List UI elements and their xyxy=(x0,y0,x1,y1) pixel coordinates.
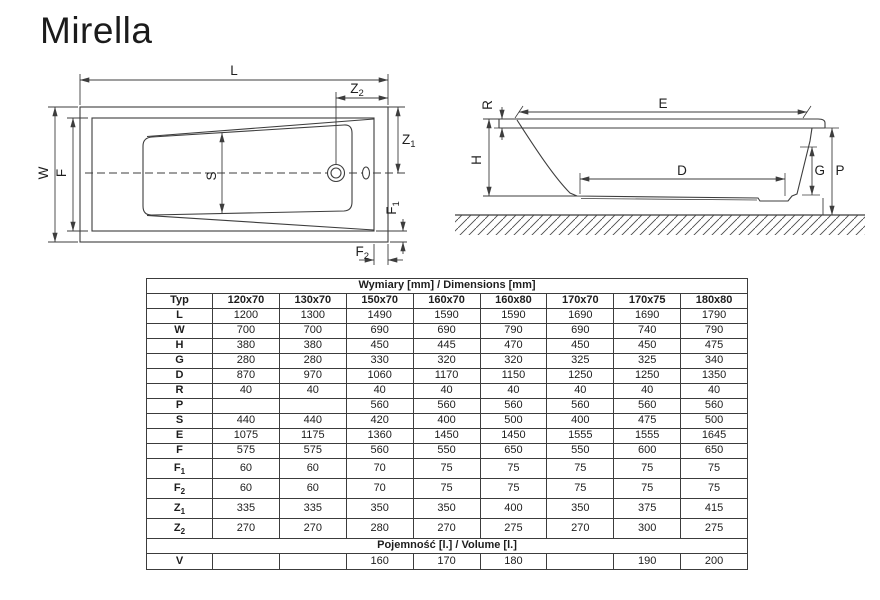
table-cell: 1450 xyxy=(480,429,547,444)
table-cell: 75 xyxy=(614,479,681,499)
table-cell: 560 xyxy=(346,444,413,459)
dimensions-table xyxy=(146,278,748,570)
wall-taper-bottom xyxy=(147,215,374,230)
section-header-cell: Wymiary [mm] / Dimensions [mm] xyxy=(147,279,748,294)
label-base: Z xyxy=(350,81,359,96)
tub-floor xyxy=(143,125,352,215)
table-cell: 560 xyxy=(413,399,480,414)
label-base: F xyxy=(355,244,364,259)
table-row xyxy=(147,429,748,444)
table-cell: 870 xyxy=(213,369,280,384)
table-cell: 75 xyxy=(413,479,480,499)
table-cell: 60 xyxy=(213,479,280,499)
table-cell: 1060 xyxy=(346,369,413,384)
label-base: Z xyxy=(402,132,411,147)
table-row xyxy=(147,459,748,479)
section-header-cell: Pojemność [l.] / Volume [l.] xyxy=(147,539,748,554)
table-header-row xyxy=(147,294,748,309)
table-cell: 60 xyxy=(213,459,280,479)
row-label: D xyxy=(147,369,213,384)
table-cell xyxy=(213,554,280,570)
table-cell: 300 xyxy=(614,519,681,539)
table-cell: 75 xyxy=(480,459,547,479)
table-cell xyxy=(279,554,346,570)
table-cell: 690 xyxy=(346,324,413,339)
dim-label-F1 xyxy=(384,201,402,215)
table-cell: 970 xyxy=(279,369,346,384)
table-cell: 280 xyxy=(346,519,413,539)
row-label: W xyxy=(147,324,213,339)
table-cell: 40 xyxy=(480,384,547,399)
plan-view-container xyxy=(35,58,455,277)
table-cell: 340 xyxy=(681,354,748,369)
table-cell: 475 xyxy=(614,414,681,429)
table-cell: 60 xyxy=(279,459,346,479)
table-cell: 1175 xyxy=(279,429,346,444)
table-cell: 75 xyxy=(547,459,614,479)
row-label: H xyxy=(147,339,213,354)
table-row xyxy=(147,399,748,414)
table-cell: 1690 xyxy=(614,309,681,324)
column-header: 130x70 xyxy=(279,294,346,309)
table-cell: 75 xyxy=(681,459,748,479)
table-cell: 350 xyxy=(346,499,413,519)
table-cell: 40 xyxy=(614,384,681,399)
table-cell: 160 xyxy=(346,554,413,570)
table-cell: 690 xyxy=(413,324,480,339)
table-cell: 500 xyxy=(480,414,547,429)
row-label: V xyxy=(147,554,213,570)
table-cell: 1590 xyxy=(480,309,547,324)
table-cell: 40 xyxy=(681,384,748,399)
table-cell: 1200 xyxy=(213,309,280,324)
dim-label-Z2 xyxy=(350,81,364,99)
table-cell: 40 xyxy=(346,384,413,399)
table-cell xyxy=(213,399,280,414)
table-cell: 190 xyxy=(614,554,681,570)
table-cell: 440 xyxy=(213,414,280,429)
label-sub: 1 xyxy=(391,201,402,207)
row-label: R xyxy=(147,384,213,399)
table-cell: 330 xyxy=(346,354,413,369)
table-cell: 700 xyxy=(213,324,280,339)
table-cell: 575 xyxy=(213,444,280,459)
column-header: 170x75 xyxy=(614,294,681,309)
row-label: L xyxy=(147,309,213,324)
dim-label-W: W xyxy=(36,166,51,180)
plan-view-drawing xyxy=(35,58,455,272)
table-cell: 1555 xyxy=(614,429,681,444)
table-cell: 560 xyxy=(480,399,547,414)
table-section-dimensions xyxy=(147,279,748,294)
type-header: Typ xyxy=(147,294,213,309)
table-cell: 500 xyxy=(681,414,748,429)
table-cell: 70 xyxy=(346,459,413,479)
table-cell: 600 xyxy=(614,444,681,459)
overflow-icon xyxy=(363,167,370,179)
dim-label-L: L xyxy=(230,63,238,78)
table-cell: 400 xyxy=(413,414,480,429)
table-cell xyxy=(279,399,346,414)
table-row xyxy=(147,519,748,539)
column-header: 180x80 xyxy=(681,294,748,309)
table-cell: 60 xyxy=(279,479,346,499)
table-row xyxy=(147,479,748,499)
table-cell: 560 xyxy=(346,399,413,414)
table-cell: 40 xyxy=(547,384,614,399)
column-header: 160x70 xyxy=(413,294,480,309)
column-header: 120x70 xyxy=(213,294,280,309)
label-sub: 2 xyxy=(358,88,364,99)
table-cell: 380 xyxy=(279,339,346,354)
table-cell: 1170 xyxy=(413,369,480,384)
table-cell: 1250 xyxy=(614,369,681,384)
table-cell: 380 xyxy=(213,339,280,354)
table-cell: 400 xyxy=(547,414,614,429)
table-cell: 450 xyxy=(346,339,413,354)
table-cell: 75 xyxy=(614,459,681,479)
table-cell: 325 xyxy=(614,354,681,369)
table-cell: 1150 xyxy=(480,369,547,384)
dim-label-S: S xyxy=(204,171,219,181)
table-cell: 280 xyxy=(213,354,280,369)
table-cell: 400 xyxy=(480,499,547,519)
table-cell: 75 xyxy=(480,479,547,499)
table-row xyxy=(147,384,748,399)
table-row xyxy=(147,339,748,354)
table-row xyxy=(147,324,748,339)
table-row xyxy=(147,309,748,324)
table-cell: 40 xyxy=(413,384,480,399)
table-row xyxy=(147,499,748,519)
table-cell: 1790 xyxy=(681,309,748,324)
table-cell: 1590 xyxy=(413,309,480,324)
table-cell: 700 xyxy=(279,324,346,339)
table-cell: 375 xyxy=(614,499,681,519)
column-header: 150x70 xyxy=(346,294,413,309)
table-cell: 575 xyxy=(279,444,346,459)
page-title: Mirella xyxy=(40,10,153,51)
table-cell: 335 xyxy=(213,499,280,519)
dim-label-G: G xyxy=(814,163,826,178)
table-cell: 475 xyxy=(681,339,748,354)
dim-label-F: F xyxy=(54,168,69,178)
table-cell: 445 xyxy=(413,339,480,354)
side-view-container xyxy=(440,84,880,245)
table-cell: 75 xyxy=(547,479,614,499)
column-header: 170x70 xyxy=(547,294,614,309)
table-row xyxy=(147,369,748,384)
table-cell: 690 xyxy=(547,324,614,339)
table-cell: 270 xyxy=(213,519,280,539)
table-cell: 320 xyxy=(413,354,480,369)
dim-label-R: R xyxy=(480,100,495,110)
table-cell: 1300 xyxy=(279,309,346,324)
row-label: E xyxy=(147,429,213,444)
dim-label-Z1 xyxy=(402,132,416,150)
table-cell: 650 xyxy=(480,444,547,459)
column-header: 160x80 xyxy=(480,294,547,309)
table-cell: 350 xyxy=(547,499,614,519)
table-cell: 1645 xyxy=(681,429,748,444)
table-cell: 275 xyxy=(480,519,547,539)
table-cell: 560 xyxy=(547,399,614,414)
table-cell: 350 xyxy=(413,499,480,519)
table-cell: 550 xyxy=(547,444,614,459)
table-cell: 450 xyxy=(547,339,614,354)
table-cell: 1360 xyxy=(346,429,413,444)
table-row xyxy=(147,414,748,429)
row-label: F xyxy=(147,444,213,459)
table-cell: 790 xyxy=(480,324,547,339)
table-cell: 170 xyxy=(413,554,480,570)
dim-label-E: E xyxy=(658,96,668,111)
row-label: $Z_1$ xyxy=(147,499,213,519)
row-label: $F_1$ xyxy=(147,459,213,479)
table-cell: 1450 xyxy=(413,429,480,444)
table-cell: 740 xyxy=(614,324,681,339)
table-cell: 440 xyxy=(279,414,346,429)
label-sub: 2 xyxy=(363,251,369,262)
table-cell: 270 xyxy=(413,519,480,539)
table-section-volume xyxy=(147,539,748,554)
table-cell: 450 xyxy=(614,339,681,354)
tub-floor-inner-line xyxy=(581,199,757,201)
table-cell: 75 xyxy=(681,479,748,499)
volume-row xyxy=(147,554,748,570)
table-cell: 470 xyxy=(480,339,547,354)
table-cell: 420 xyxy=(346,414,413,429)
label-base: F xyxy=(384,206,399,215)
table-cell: 40 xyxy=(213,384,280,399)
tub-rim-profile xyxy=(483,119,825,128)
table-cell: 325 xyxy=(547,354,614,369)
table-cell: 790 xyxy=(681,324,748,339)
table-cell: 1075 xyxy=(213,429,280,444)
dimensions-table-container xyxy=(146,278,748,570)
table-cell: 560 xyxy=(681,399,748,414)
dim-label-D: D xyxy=(677,163,687,178)
table-cell: 275 xyxy=(681,519,748,539)
table-cell: 550 xyxy=(413,444,480,459)
table-cell: 320 xyxy=(480,354,547,369)
table-cell: 1490 xyxy=(346,309,413,324)
dim-label-P: P xyxy=(835,163,845,178)
table-cell xyxy=(547,554,614,570)
table-row xyxy=(147,354,748,369)
ground-hatch xyxy=(455,215,865,235)
row-label: $F_2$ xyxy=(147,479,213,499)
row-label: $Z_2$ xyxy=(147,519,213,539)
row-label: G xyxy=(147,354,213,369)
table-cell: 180 xyxy=(480,554,547,570)
wall-taper-top xyxy=(147,119,374,137)
row-label: P xyxy=(147,399,213,414)
table-cell: 200 xyxy=(681,554,748,570)
table-cell: 270 xyxy=(279,519,346,539)
table-cell: 415 xyxy=(681,499,748,519)
table-cell: 270 xyxy=(547,519,614,539)
label-sub: 1 xyxy=(410,139,416,150)
table-cell: 650 xyxy=(681,444,748,459)
dim-label-F2 xyxy=(355,244,369,262)
table-cell: 40 xyxy=(279,384,346,399)
tub-shell-profile xyxy=(517,120,812,201)
table-cell: 560 xyxy=(614,399,681,414)
table-cell: 1350 xyxy=(681,369,748,384)
table-cell: 75 xyxy=(413,459,480,479)
drain-icon-inner xyxy=(331,168,341,178)
row-label: S xyxy=(147,414,213,429)
table-cell: 70 xyxy=(346,479,413,499)
table-cell: 1690 xyxy=(547,309,614,324)
dim-label-H: H xyxy=(469,155,484,165)
table-cell: 335 xyxy=(279,499,346,519)
table-row xyxy=(147,444,748,459)
table-cell: 1555 xyxy=(547,429,614,444)
table-cell: 280 xyxy=(279,354,346,369)
side-view-drawing xyxy=(440,84,880,240)
table-cell: 1250 xyxy=(547,369,614,384)
